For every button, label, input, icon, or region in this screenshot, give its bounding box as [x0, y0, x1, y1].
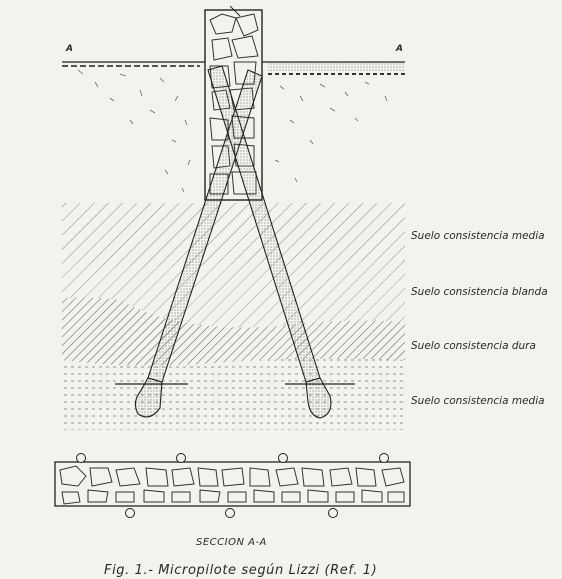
pile-marker-bottom	[329, 509, 338, 518]
pile-marker-top	[279, 454, 288, 463]
soil-layer-media-top	[62, 203, 405, 267]
section-label: SECCION A-A	[196, 537, 267, 548]
pile-marker-top	[177, 454, 186, 463]
soil-layer-media-bottom	[62, 359, 405, 430]
soil-label-media-bottom: Suelo consistencia media	[411, 395, 545, 407]
soil-label-dura: Suelo consistencia dura	[411, 340, 536, 352]
pile-marker-top	[380, 454, 389, 463]
pile-marker-bottom	[226, 509, 235, 518]
cross-section-block	[55, 462, 410, 506]
soil-label-blanda: Suelo consistencia blanda	[411, 286, 548, 298]
section-marker-left: A	[66, 44, 73, 54]
pile-marker-top	[77, 454, 86, 463]
pile-marker-bottom	[126, 509, 135, 518]
section-marker-right: A	[396, 44, 403, 54]
figure-caption: Fig. 1.- Micropilote según Lizzi (Ref. 1)	[104, 563, 378, 578]
soil-label-media-top: Suelo consistencia media	[411, 230, 545, 242]
